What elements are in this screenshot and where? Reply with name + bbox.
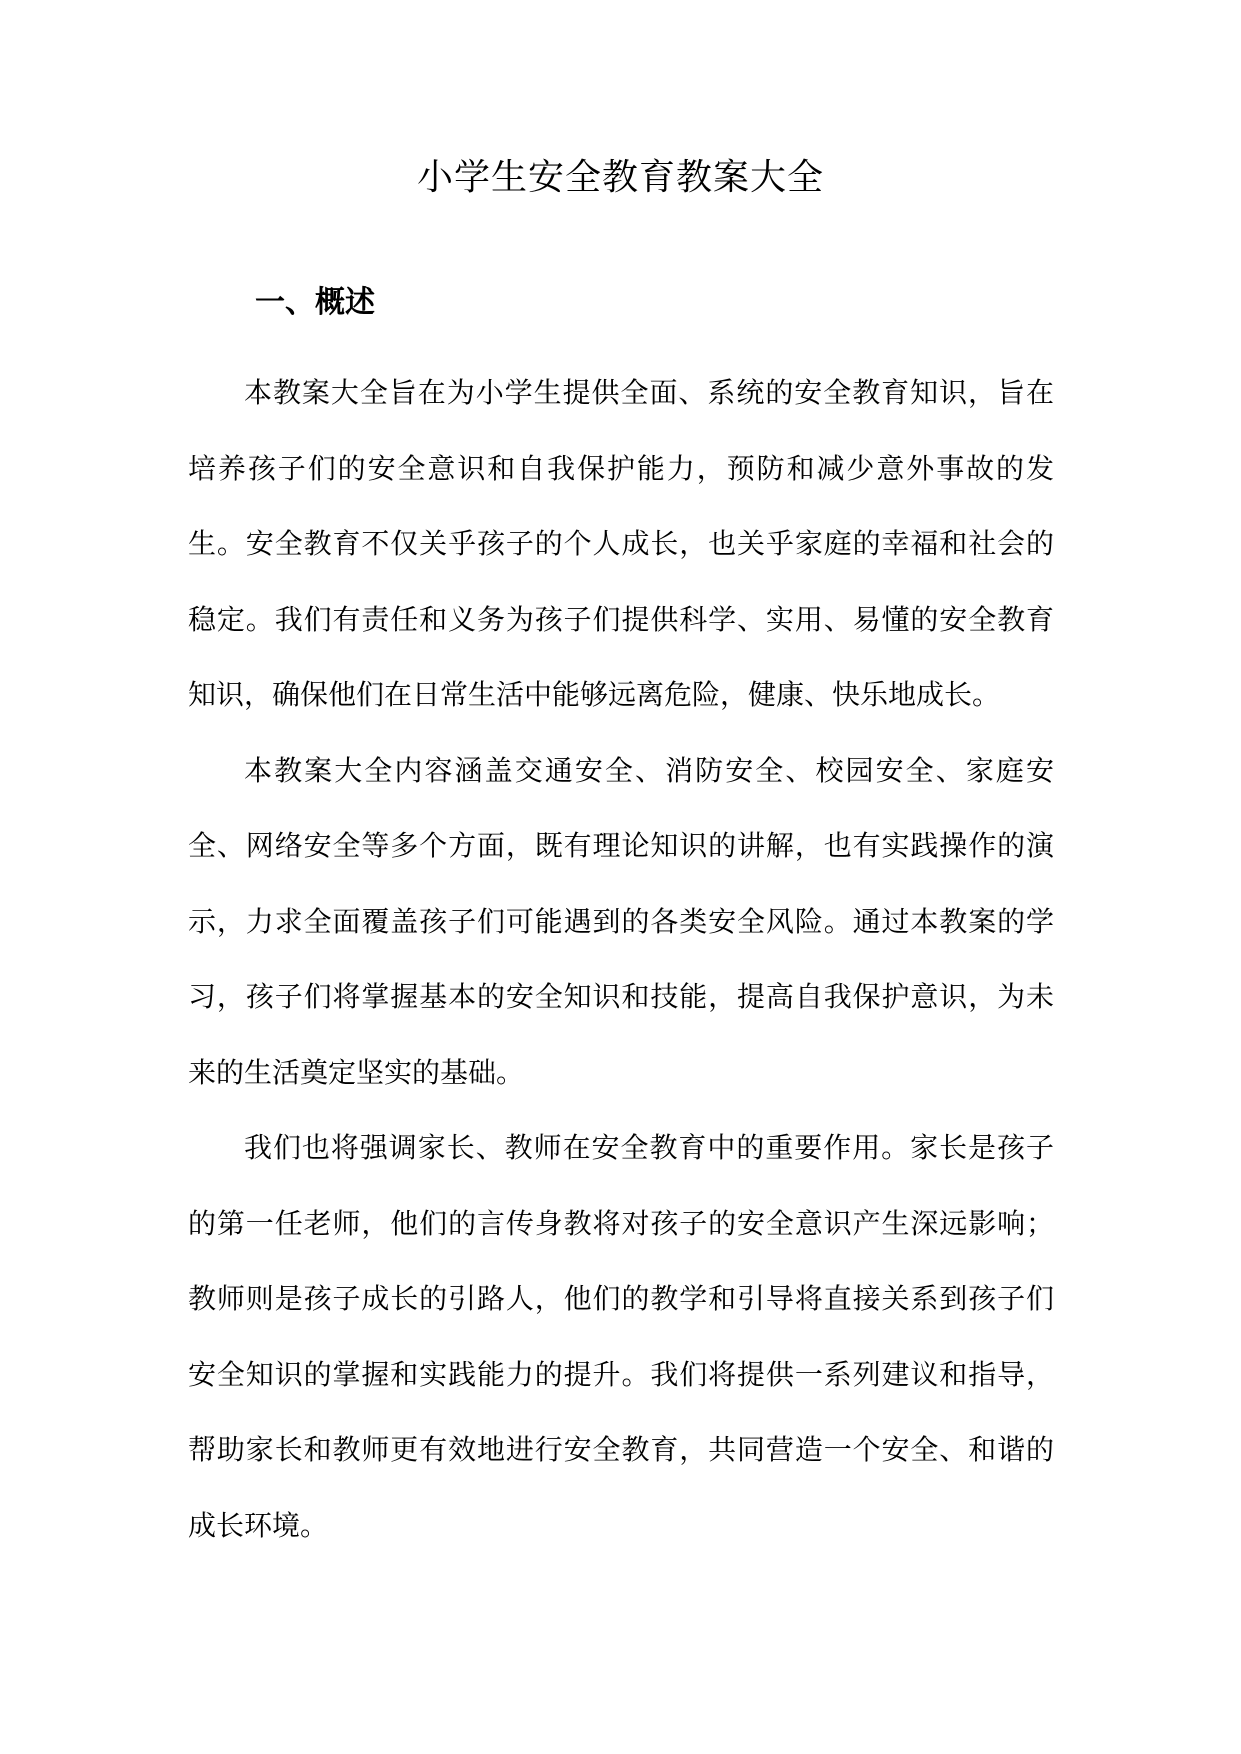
section-body xyxy=(188,355,1054,1563)
section-heading: 一、概述 xyxy=(255,285,375,320)
paragraph-overview-1: 本教案大全旨在为小学生提供全面、系统的安全教育知识，旨在培养孩子们的安全意识和自我保护能力，预防和减少意外事故的发生。安全教育不仅关乎孩子的个人成长，也关乎家庭的幸福和社会的稳定。我们有责任和义务为孩子们提供科学、实用、易懂的安全教育知识，确保他们在日常生活中能够远离危险，健康、快乐地成长。 xyxy=(188,376,1054,711)
paragraph-overview-2: 本教案大全内容涵盖交通安全、消防安全、校园安全、家庭安全、网络安全等多个方面，既有理论知识的讲解，也有实践操作的演示，力求全面覆盖孩子们可能遇到的各类安全风险。通过本教案的学习，孩子们将掌握基本的安全知识和技能，提高自我保护意识，为未来的生活奠定坚实的基础。 xyxy=(188,753,1054,1089)
paragraph-overview-3: 我们也将强调家长、教师在安全教育中的重要作用。家长是孩子的第一任老师，他们的言传身教将对孩子的安全意识产生深远影响；教师则是孩子成长的引路人，他们的教学和引导将直接关系到孩子们安全知识的掌握和实践能力的提升。我们将提供一系列建议和指导，帮助家长和教师更有效地进行安全教育，共同营造一个安全、和谐的成长环境。 xyxy=(188,1131,1054,1542)
document-title: 小学生安全教育教案大全 xyxy=(416,157,824,198)
